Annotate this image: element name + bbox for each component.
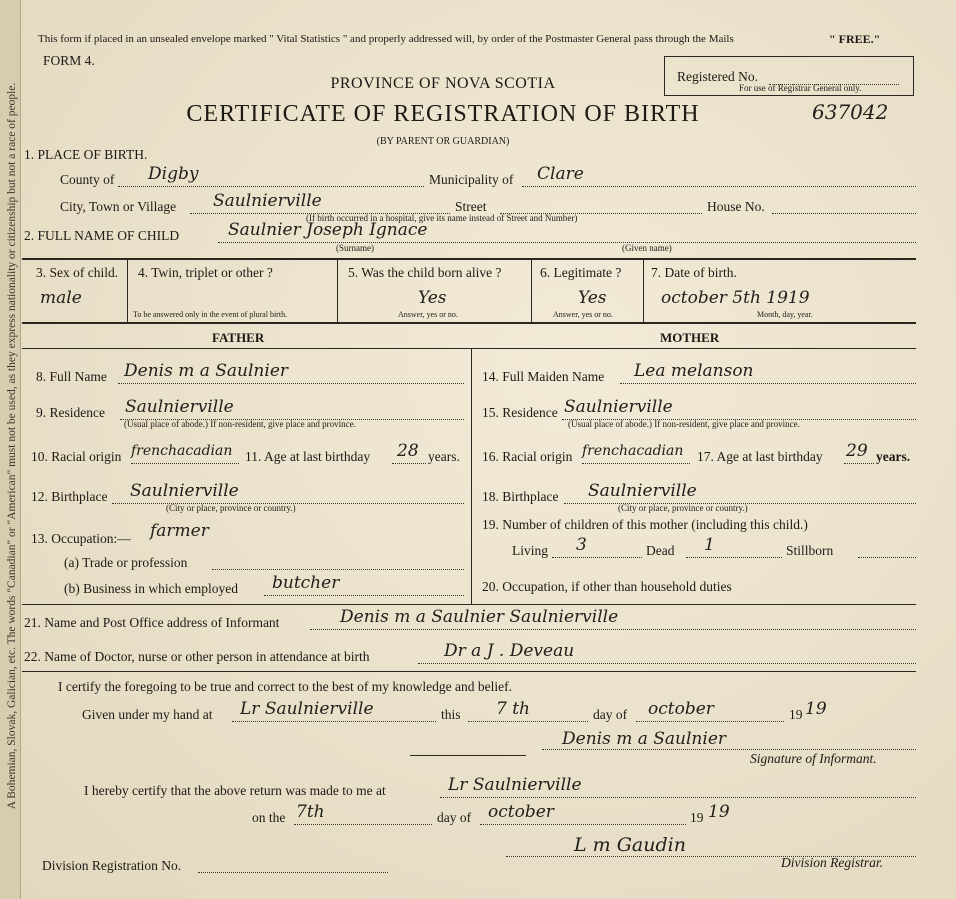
registrar-month-value: october [488, 802, 554, 822]
mother-heading: MOTHER [660, 330, 720, 345]
certify-statement: I certify the foregoing to be true and correct to the best of my knowledge and belief. [58, 679, 512, 694]
informant-signature: Denis m a Saulnier [562, 729, 727, 749]
municipality-label: Municipality of [429, 172, 514, 187]
given-label: Given under my hand at [82, 707, 213, 722]
doctor-value: Dr a J . Deveau [444, 641, 575, 661]
page-title: CERTIFICATE OF REGISTRATION OF BIRTH [186, 101, 700, 127]
father-residence-value: Saulnierville [125, 397, 234, 417]
father-residence-note: (Usual place of abode.) If non-resident, give place and province. [124, 419, 356, 429]
left-margin [0, 0, 21, 899]
mother-name-value: Lea melanson [634, 361, 754, 381]
mother-race-value: frenchacadian [582, 443, 684, 459]
trade-label: (a) Trade or profession [64, 555, 188, 570]
father-name-label: 8. Full Name [36, 369, 107, 384]
father-race-value: frenchacadian [131, 443, 233, 459]
business-label: (b) Business in which employed [64, 581, 238, 596]
registration-number: 637042 [812, 100, 889, 124]
hospital-note: (If birth occurred in a hospital, give its name instead of Street and Number) [306, 213, 578, 223]
city-label: City, Town or Village [60, 199, 177, 214]
doctor-label: 22. Name of Doctor, nurse or other person in attendance at birth [24, 649, 370, 664]
father-birthplace-note: (City or place, province or country.) [166, 503, 296, 513]
dead-value: 1 [704, 535, 715, 555]
registrar-year-value: 19 [708, 802, 730, 822]
given-year-value: 19 [805, 699, 827, 719]
father-age-value: 28 [397, 441, 419, 461]
registered-label: Registered No. [677, 69, 758, 84]
municipality-value: Clare [537, 164, 584, 184]
father-years: years. [428, 449, 460, 464]
dob-label: 7. Date of birth. [651, 265, 737, 280]
city-value: Saulnierville [213, 191, 322, 211]
registrar-day-of-label: day of [437, 810, 472, 825]
subtitle: (BY PARENT OR GUARDIAN) [376, 136, 510, 147]
father-birthplace-label: 12. Birthplace [31, 489, 108, 504]
dead-label: Dead [646, 543, 675, 558]
father-heading: FATHER [212, 330, 265, 345]
mother-years: years. [876, 449, 911, 464]
child-name-value: Saulnier Joseph Ignace [228, 220, 428, 240]
father-age-label: 11. Age at last birthday [245, 449, 371, 464]
father-occupation-value: farmer [150, 521, 209, 541]
informant-value: Denis m a Saulnier Saulnierville [340, 607, 619, 627]
given-year-prefix: 19 [789, 707, 803, 722]
sex-value: male [40, 288, 82, 308]
child-name-label: 2. FULL NAME OF CHILD [24, 228, 180, 243]
registrar-statement: I hereby certify that the above return was made to me at [84, 783, 386, 798]
children-label: 19. Number of children of this mother (including this child.) [482, 517, 808, 532]
registrar-on-label: on the [252, 810, 286, 825]
father-residence-label: 9. Residence [36, 405, 105, 420]
mother-residence-note: (Usual place of abode.) If non-resident, give place and province. [568, 419, 800, 429]
county-label: County of [60, 172, 115, 187]
mother-birthplace-value: Saulnierville [588, 481, 697, 501]
registrar-year-prefix: 19 [690, 810, 704, 825]
surname-label: (Surname) [336, 243, 374, 253]
legitimate-value: Yes [578, 288, 607, 308]
father-occupation-label: 13. Occupation:— [31, 531, 131, 546]
given-day-value: 7 th [496, 699, 530, 719]
mother-age-value: 29 [846, 441, 868, 461]
informant-label: 21. Name and Post Office address of Informant [24, 615, 280, 630]
top-note: This form if placed in an unsealed envelope marked " Vital Statistics " and properly addressed will, by order of the Postmaster General pass through the Mails [38, 33, 734, 45]
father-name-value: Denis m a Saulnier [124, 361, 289, 381]
form-number: FORM 4. [43, 53, 95, 68]
informant-signature-label: Signature of Informant. [750, 751, 877, 766]
mother-residence-value: Saulnierville [564, 397, 673, 417]
legitimate-note: Answer, yes or no. [553, 310, 613, 319]
twin-note: To be answered only in the event of plural birth. [133, 310, 288, 319]
twin-label: 4. Twin, triplet or other ? [138, 265, 273, 280]
father-business-value: butcher [272, 573, 340, 593]
dob-note: Month, day, year. [757, 310, 813, 319]
registered-box [664, 56, 914, 96]
margin-note: A Bohemian, Slovak, Galician, etc. The words "Canadian" or "American" must not be used, as they express nationality or citizenship but not a race of people. [6, 82, 18, 810]
father-birthplace-value: Saulnierville [130, 481, 239, 501]
alive-value: Yes [418, 288, 447, 308]
mother-birthplace-note: (City or place, province or country.) [618, 503, 748, 513]
living-value: 3 [576, 535, 587, 555]
division-registrar-label: Division Registrar. [781, 855, 884, 870]
registrar-place-value: Lr Saulnierville [448, 775, 582, 795]
division-registration-label: Division Registration No. [42, 858, 182, 873]
sex-label: 3. Sex of child. [36, 265, 119, 280]
father-race-label: 10. Racial origin [31, 449, 122, 464]
county-value: Digby [148, 164, 199, 184]
this-label: this [441, 707, 461, 722]
place-heading: 1. PLACE OF BIRTH. [24, 147, 148, 162]
mother-residence-label: 15. Residence [482, 405, 558, 420]
house-label: House No. [707, 199, 765, 214]
province: PROVINCE OF NOVA SCOTIA [330, 75, 556, 92]
given-place-value: Lr Saulnierville [240, 699, 374, 719]
mother-name-label: 14. Full Maiden Name [482, 369, 605, 384]
alive-label: 5. Was the child born alive ? [348, 265, 502, 280]
dob-value: october 5th 1919 [661, 288, 810, 308]
registrar-general-note: For use of Registrar General only. [739, 83, 862, 93]
registrar-day-value: 7th [296, 802, 325, 822]
stillborn-label: Stillborn [786, 543, 834, 558]
alive-note: Answer, yes or no. [398, 310, 458, 319]
given-month-value: october [648, 699, 714, 719]
street-label: Street [455, 199, 487, 214]
registrar-signature: L m Gaudin [574, 834, 686, 856]
mother-age-label: 17. Age at last birthday [697, 449, 823, 464]
free-label: " FREE." [829, 32, 881, 46]
living-label: Living [512, 543, 548, 558]
mother-race-label: 16. Racial origin [482, 449, 573, 464]
given-day-of-label: day of [593, 707, 628, 722]
mother-birthplace-label: 18. Birthplace [482, 489, 559, 504]
mother-occupation-label: 20. Occupation, if other than household duties [482, 579, 732, 594]
legitimate-label: 6. Legitimate ? [540, 265, 622, 280]
given-name-label: (Given name) [622, 243, 672, 253]
